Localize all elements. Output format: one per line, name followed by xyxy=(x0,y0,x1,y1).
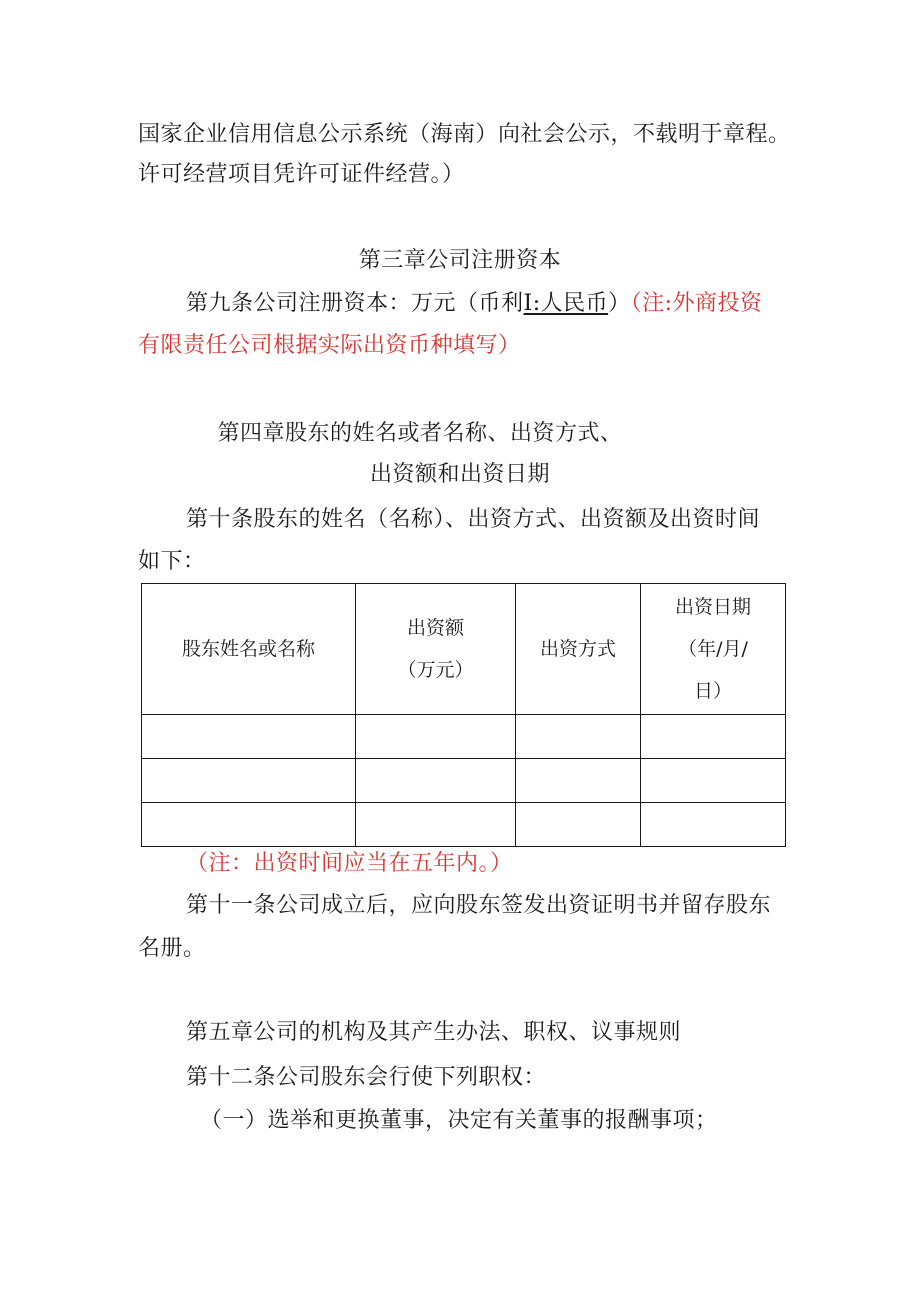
currency-field: I:人民币 xyxy=(523,291,609,316)
table-cell[interactable] xyxy=(356,759,516,803)
chapter-5-title: 第五章公司的机构及其产生办法、职权、议事规则 xyxy=(186,1020,682,1045)
article-12-item-1: （一）选举和更换董事，决定有关董事的报酬事项； xyxy=(200,1108,718,1133)
table-row xyxy=(142,715,786,759)
article-9-close: ） xyxy=(608,291,631,316)
article-9-line1 xyxy=(186,289,763,319)
table-cell[interactable] xyxy=(641,803,786,847)
header-label: 日） xyxy=(693,680,732,702)
header-label: （年/月/ xyxy=(678,638,748,660)
table-header-row xyxy=(142,584,786,715)
article-12: 第十二条公司股东会行使下列职权： xyxy=(186,1065,547,1090)
table-cell[interactable] xyxy=(142,803,356,847)
table-cell[interactable] xyxy=(516,803,641,847)
header-label: 股东姓名或名称 xyxy=(181,638,315,660)
table-cell[interactable] xyxy=(516,715,641,759)
paragraph-line: 许可经营项目凭许可证件经营。） xyxy=(138,162,465,187)
header-contribution-date xyxy=(641,584,786,715)
chapter-4-title-line2: 出资额和出资日期 xyxy=(369,462,550,487)
article-11-line1: 第十一条公司成立后，应向股东签发出资证明书并留存股东 xyxy=(186,893,772,918)
table-cell[interactable] xyxy=(356,715,516,759)
table-row xyxy=(142,803,786,847)
table-note: （注：出资时间应当在五年内。） xyxy=(186,851,513,876)
header-contribution-method xyxy=(516,584,641,715)
chapter-4-title-line1: 第四章股东的姓名或者名称、出资方式、 xyxy=(217,421,623,446)
article-9-text: 第九条公司注册资本：万元（币利 xyxy=(186,291,524,316)
table-cell[interactable] xyxy=(516,759,641,803)
article-10-line2: 如下： xyxy=(138,549,206,574)
shareholder-contribution-table xyxy=(141,583,786,847)
table-cell[interactable] xyxy=(641,715,786,759)
header-label: 出资额 xyxy=(406,617,464,639)
header-label: （万元） xyxy=(397,659,474,681)
article-11-line2: 名册。 xyxy=(138,936,206,961)
header-shareholder-name xyxy=(142,584,356,715)
table-cell[interactable] xyxy=(356,803,516,847)
article-10-line1: 第十条股东的姓名（名称）、出资方式、出资额及出资时间 xyxy=(186,507,761,532)
table-row xyxy=(142,759,786,803)
table-cell[interactable] xyxy=(142,715,356,759)
header-label: 出资日期 xyxy=(674,596,751,618)
header-contribution-amount xyxy=(356,584,516,715)
paragraph-line: 国家企业信用信息公示系统（海南）向社会公示，不载明于章程。 xyxy=(138,122,791,147)
header-label: 出资方式 xyxy=(539,638,616,660)
chapter-3-title: 第三章公司注册资本 xyxy=(358,248,562,273)
article-9-note: （注:外商投资 xyxy=(630,291,763,316)
table-cell[interactable] xyxy=(142,759,356,803)
table-cell[interactable] xyxy=(641,759,786,803)
article-9-note-cont: 有限责任公司根据实际出资币种填写） xyxy=(138,333,521,358)
